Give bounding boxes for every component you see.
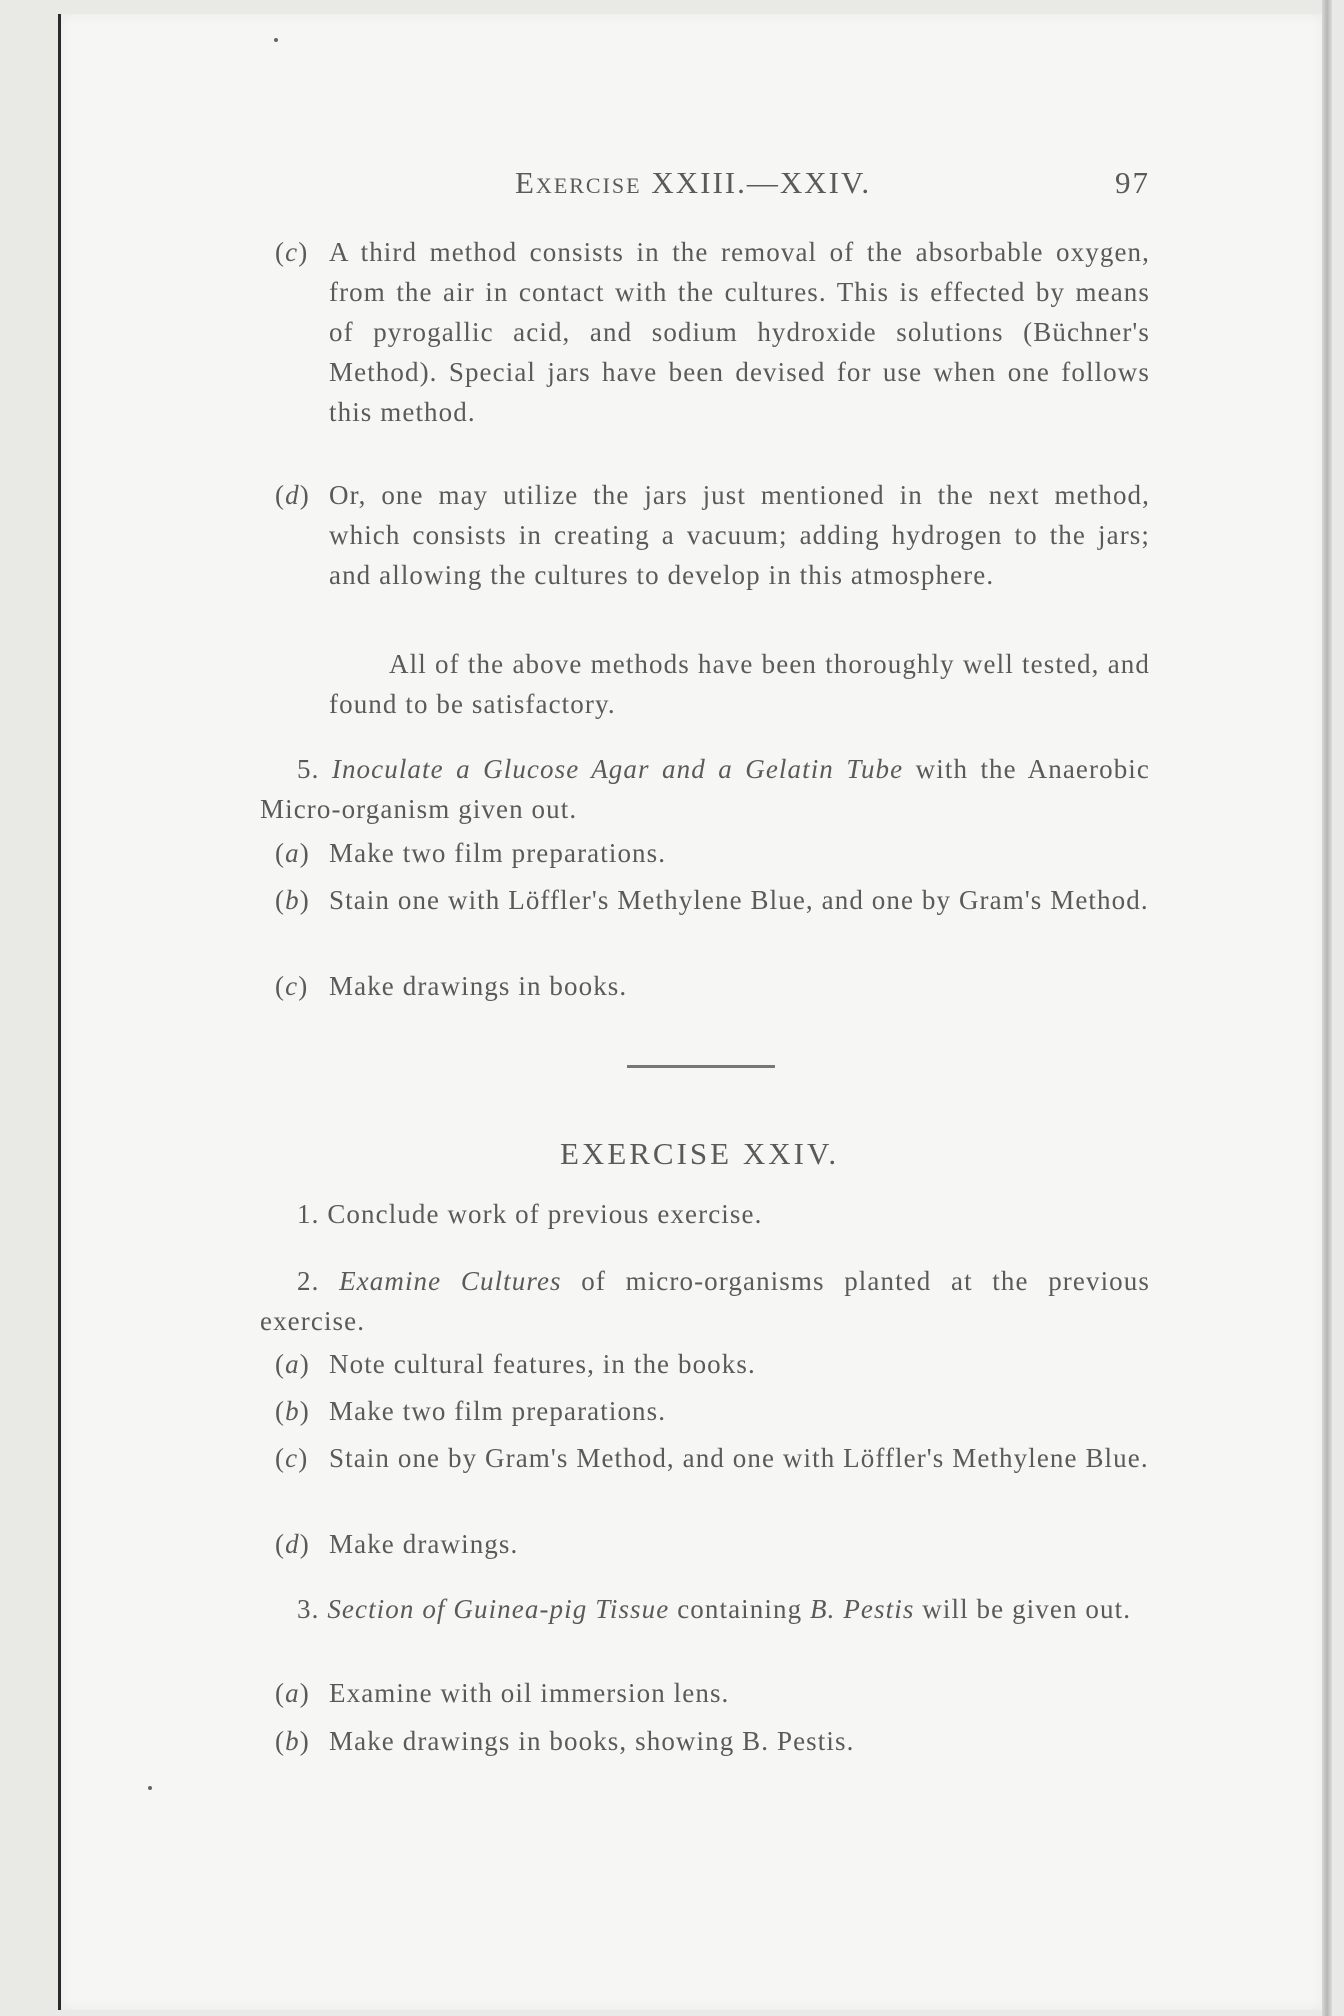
- list-item-d: [275, 475, 1150, 595]
- step-number: 3.: [297, 1594, 320, 1624]
- step-2-item-b: [275, 1391, 1150, 1431]
- item-text: Make two film preparations.: [329, 1396, 667, 1426]
- item-text: Make drawings.: [329, 1529, 519, 1559]
- page-edge: [1322, 0, 1332, 2016]
- item-marker: (c): [275, 237, 309, 267]
- organism-name: B. Pestis: [810, 1594, 915, 1624]
- step-5-item-a: [275, 833, 1150, 873]
- item-marker: (a): [275, 838, 310, 868]
- step-text: Conclude work of previous exercise.: [327, 1199, 763, 1229]
- step-5-item-b: [275, 880, 1150, 920]
- item-text: Stain one with Löffler's Methylene Blue, and one by Gram's Method.: [329, 885, 1149, 915]
- step-5-item-c: [275, 966, 1150, 1006]
- step-2-item-c: [275, 1438, 1150, 1478]
- item-text: Note cultural features, in the books.: [329, 1349, 756, 1379]
- item-text: Stain one by Gram's Method, and one with Löffler's Methylene Blue.: [329, 1443, 1149, 1473]
- step-text: with the Anaerobic Micro-organism given out.: [260, 754, 1150, 824]
- item-text: Examine with oil immersion lens.: [329, 1678, 730, 1708]
- page-number: 97: [1115, 165, 1150, 200]
- item-text: Make two film preparations.: [329, 838, 667, 868]
- item-text: A third method consists in the removal of the absorbable oxygen, from the air in contact with the cultures. This is effected by means of pyrogallic acid, and sodium hydroxide solutions (Büchner's Method). Special jars have been devised for use when one follows this method.: [329, 237, 1150, 427]
- ink-speck: [274, 38, 278, 42]
- step-3: [260, 1589, 1150, 1629]
- step-1: [260, 1194, 1150, 1234]
- ink-speck: [148, 1786, 152, 1790]
- closing-paragraph: All of the above methods have been thoroughly well tested, and found to be satisfactory.: [329, 649, 1150, 719]
- item-marker: (a): [275, 1678, 310, 1708]
- item-marker: (b): [275, 885, 310, 915]
- step-text: of micro-organisms planted at the previous exercise.: [260, 1266, 1150, 1336]
- item-marker: (d): [275, 1529, 310, 1559]
- item-text: Make drawings in books.: [329, 971, 628, 1001]
- item-marker: (c): [275, 1443, 309, 1473]
- item-marker: (c): [275, 971, 309, 1001]
- step-text: will be given out.: [922, 1594, 1132, 1624]
- section-divider: [627, 1065, 775, 1068]
- step-2-item-d: [275, 1524, 1150, 1564]
- item-marker: (b): [275, 1726, 310, 1756]
- step-5: [260, 749, 1150, 829]
- step-2: [260, 1261, 1150, 1341]
- item-marker: (d): [275, 480, 310, 510]
- step-text: containing: [677, 1594, 803, 1624]
- item-text: Make drawings in books, showing B. Pestis.: [329, 1726, 855, 1756]
- running-head: [260, 165, 1150, 203]
- step-heading: Section of Guinea-pig Tissue: [327, 1594, 670, 1624]
- step-3-item-b: [275, 1721, 1150, 1761]
- step-number: 5.: [297, 754, 320, 784]
- running-title: Exercise XXIII.—XXIV.: [515, 165, 872, 200]
- step-heading: Examine Cultures: [339, 1266, 562, 1296]
- list-item-c: [275, 232, 1150, 432]
- item-marker: (b): [275, 1396, 310, 1426]
- section-title: EXERCISE XXIV.: [560, 1136, 840, 1171]
- step-number: 1.: [297, 1199, 320, 1229]
- step-3-item-a: [275, 1673, 1150, 1713]
- step-number: 2.: [297, 1266, 320, 1296]
- step-2-item-a: [275, 1344, 1150, 1384]
- step-heading: Inoculate a Glucose Agar and a Gelatin Tube: [331, 754, 904, 784]
- item-text: Or, one may utilize the jars just mentioned in the next method, which consists in creating a vacuum; adding hydrogen to the jars; and allowing the cultures to develop in this atmosphere.: [329, 480, 1150, 590]
- item-marker: (a): [275, 1349, 310, 1379]
